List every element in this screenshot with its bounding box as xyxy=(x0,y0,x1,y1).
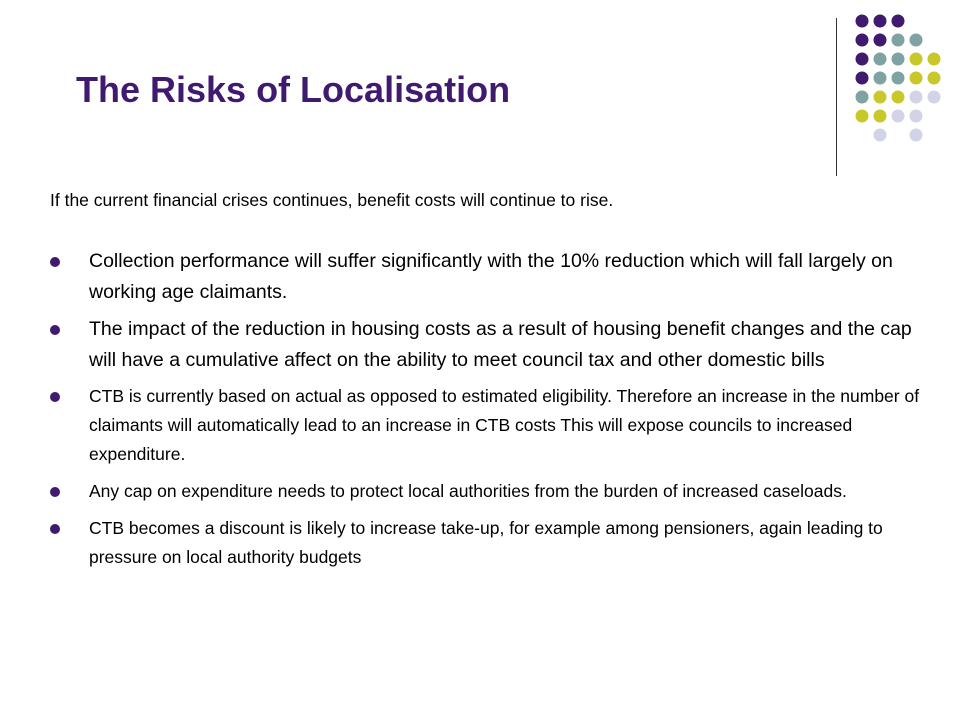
decorative-dot xyxy=(856,15,869,28)
decorative-dot xyxy=(928,72,941,85)
decorative-dot xyxy=(874,15,887,28)
bullet-dot-icon xyxy=(50,392,60,402)
decorative-dot xyxy=(928,53,941,66)
bullet-dot-icon xyxy=(50,325,60,335)
bullet-item xyxy=(50,246,920,308)
decorative-dot xyxy=(928,91,941,104)
decorative-dot xyxy=(874,72,887,85)
decorative-dot xyxy=(910,72,923,85)
bullet-item xyxy=(50,514,920,572)
intro-text: If the current financial crises continues, benefit costs will continue to rise. xyxy=(50,190,614,210)
decorative-dot xyxy=(892,15,905,28)
decorative-dot xyxy=(892,91,905,104)
decorative-dot xyxy=(910,129,923,142)
decorative-dot xyxy=(910,91,923,104)
decorative-dot xyxy=(874,53,887,66)
decorative-dot xyxy=(856,53,869,66)
bullet-item xyxy=(50,477,920,506)
decorative-dot xyxy=(856,91,869,104)
bullet-text: Any cap on expenditure needs to protect local authorities from the burden of increased caseloads. xyxy=(89,481,847,501)
bullet-text: CTB becomes a discount is likely to increase take-up, for example among pensioners, again leading to pressure on local authority budgets xyxy=(89,518,883,567)
bullet-text: CTB is currently based on actual as opposed to estimated eligibility. Therefore an increase in the number of claimants will automatically lead to an increase in CTB costs This will expose councils to increased expenditure. xyxy=(89,386,920,464)
slide-title: The Risks of Localisation xyxy=(76,69,511,110)
decorative-dot xyxy=(892,53,905,66)
decorative-dot xyxy=(856,72,869,85)
bullet-dot-icon xyxy=(50,524,60,534)
bullet-dot-icon xyxy=(50,257,60,267)
bullet-text: Collection performance will suffer significantly with the 10% reduction which will fall largely on working age claimants. xyxy=(89,250,893,303)
decorative-dot xyxy=(874,129,887,142)
bullet-text: The impact of the reduction in housing costs as a result of housing benefit changes and the cap will have a cumulative affect on the ability to meet council tax and other domestic bills xyxy=(89,318,912,371)
bullet-list xyxy=(50,246,920,580)
divider-line xyxy=(836,18,837,176)
decorative-dot xyxy=(874,91,887,104)
bullet-dot-icon xyxy=(50,487,60,497)
decorative-dot xyxy=(910,110,923,123)
decorative-dot xyxy=(910,34,923,47)
decorative-dot xyxy=(874,110,887,123)
bullet-item xyxy=(50,314,920,376)
decorative-dot xyxy=(892,72,905,85)
decorative-dot xyxy=(856,34,869,47)
decorative-dot xyxy=(892,34,905,47)
decorative-dot xyxy=(910,53,923,66)
decorative-dot xyxy=(874,34,887,47)
decorative-dot xyxy=(856,110,869,123)
bullet-item xyxy=(50,382,920,469)
decorative-dot xyxy=(892,110,905,123)
